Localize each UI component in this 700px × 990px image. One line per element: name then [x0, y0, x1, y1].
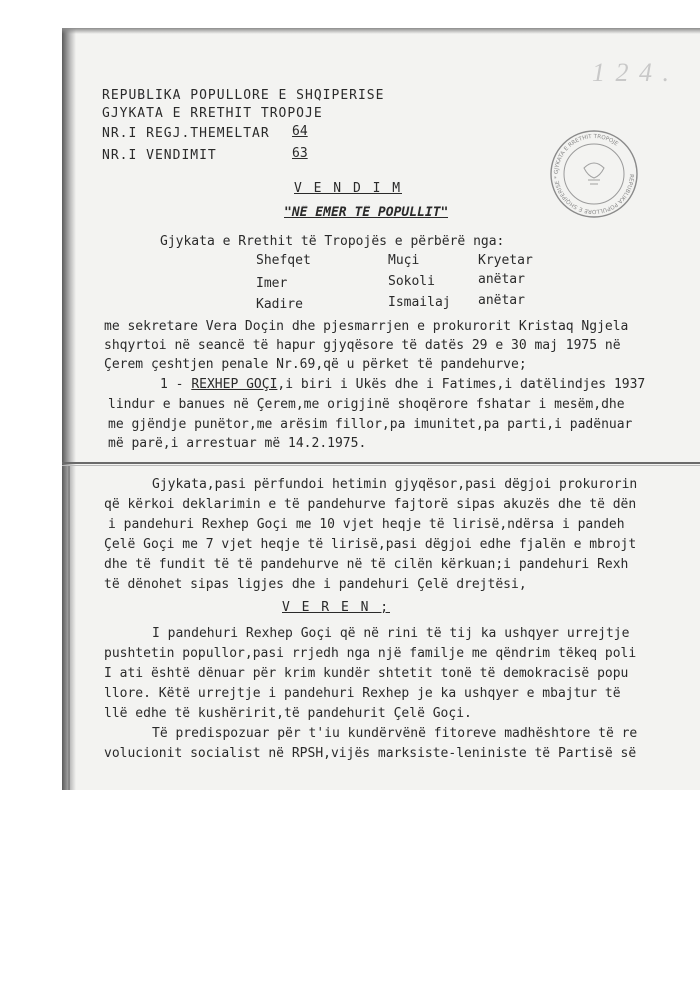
defendant-details: ,i biri i Ukës dhe i Fatimes,i datëlindjes 1937 — [277, 377, 646, 392]
registry-label: NR.I REGJ.THEMELTAR — [102, 126, 270, 141]
panel-member-last: Sokoli — [388, 274, 435, 289]
court-seal-stamp — [548, 128, 640, 220]
hearing-line: që kërkoi deklarimin e të pandehurve fajtorë sipas akuzës dhe të dën — [104, 497, 637, 512]
panel-member-role: anëtar — [478, 272, 525, 287]
panel-member-last: Muçi — [388, 253, 420, 268]
hearing-line: Gjykata,pasi përfundoi hetimin gjyqësor,pasi dëgjoi prokurorin — [152, 477, 638, 492]
hearing-line: të dënohet sipas ligjes dhe i pandehuri Çelë drejtësi, — [104, 577, 527, 592]
scan-top-shadow — [62, 28, 700, 34]
page-seam-left — [68, 466, 70, 790]
defendant-line: me gjëndje punëtor,me arësim fillor,pa imunitet,pa parti,i padënuar — [108, 417, 633, 432]
verdict-line: I pandehuri Rexhep Goçi që në rini të tij ka ushqyer urrejtje — [152, 626, 630, 641]
verdict-line: pushtetin popullor,pasi rrjedh nga një familje me qëndrim tëkeq poli — [104, 646, 637, 661]
panel-member-role: anëtar — [478, 293, 525, 308]
body-line: me sekretare Vera Doçin dhe pjesmarrjen e prokurorit Kristaq Ngjela — [104, 319, 629, 334]
court-intro: Gjykata e Rrethit të Tropojës e përbërë nga: — [160, 234, 505, 249]
defendant-line — [160, 377, 645, 393]
verdict-line: volucionit socialist në RPSH,vijës marksiste-leniniste të Partisë së — [104, 746, 637, 761]
panel-member-role: Kryetar — [478, 253, 533, 268]
registry-number: 64 — [292, 124, 308, 139]
decision-label: NR.I VENDIMIT — [102, 148, 217, 163]
body-line: Çerem çeshtjen penale Nr.69,që u përket të pandehurve; — [104, 357, 527, 372]
document-subtitle: "NË EMER TË POPULLIT" — [284, 205, 449, 220]
court-heading: GJYKATA E RRETHIT TROPOJE — [102, 106, 323, 121]
decision-number: 63 — [292, 146, 308, 161]
verdict-line: llore. Këtë urrejtje i pandehuri Rexhep je ka ushqyer e mbajtur të — [104, 686, 621, 701]
body-line: shqyrtoi në seancë të hapur gjyqësore të datës 29 e 30 maj 1975 në — [104, 338, 621, 353]
hearing-line: dhe të fundit të të pandehurve në të cilën kërkuan;i pandehuri Rexh — [104, 557, 629, 572]
svg-text:REPUBLIKA POPULLORE E SHQIPERI: REPUBLIKA POPULLORE E SHQIPERISE * GJYKATA E RRETHIT TROPOJE — [553, 133, 635, 215]
panel-member-last: Ismailaj — [388, 295, 451, 310]
panel-member-first: Imer — [256, 276, 288, 291]
panel-member-first: Shefqet — [256, 253, 311, 268]
defendant-line: lindur e banues në Çerem,me origjinë shoqërore fshatar i mesëm,dhe — [108, 397, 625, 412]
verdict-line: Të predispozuar për t'iu kundërvënë fitoreve madhështore të re — [152, 726, 638, 741]
page-seam-light — [62, 465, 700, 466]
defendant-line: më parë,i arrestuar më 14.2.1975. — [108, 436, 367, 451]
hearing-line: i pandehuri Rexhep Goçi me 10 vjet heqje të lirisë,ndërsa i pandeh — [108, 517, 625, 532]
document-title: V E N D I M — [294, 181, 403, 196]
panel-member-first: Kadire — [256, 297, 303, 312]
corner-handwriting: 1 2 4 . — [592, 58, 671, 87]
verdict-line: I ati është dënuar për krim kundër shtetit tonë të demokracisë popu — [104, 666, 629, 681]
defendant-name: REXHEP GOÇI — [191, 377, 278, 392]
verdict-heading: V E R E N ; — [282, 600, 391, 615]
page-seam — [62, 462, 700, 464]
republic-heading: REPUBLIKA POPULLORE E SHQIPERISE — [102, 88, 385, 103]
defendant-prefix: 1 - — [160, 377, 184, 392]
hearing-line: Çelë Goçi me 7 vjet heqje të lirisë,pasi dëgjoi edhe fjalën e mbrojt — [104, 537, 637, 552]
verdict-line: llë edhe të kushëririt,të pandehurit Çelë Goçi. — [104, 706, 472, 721]
